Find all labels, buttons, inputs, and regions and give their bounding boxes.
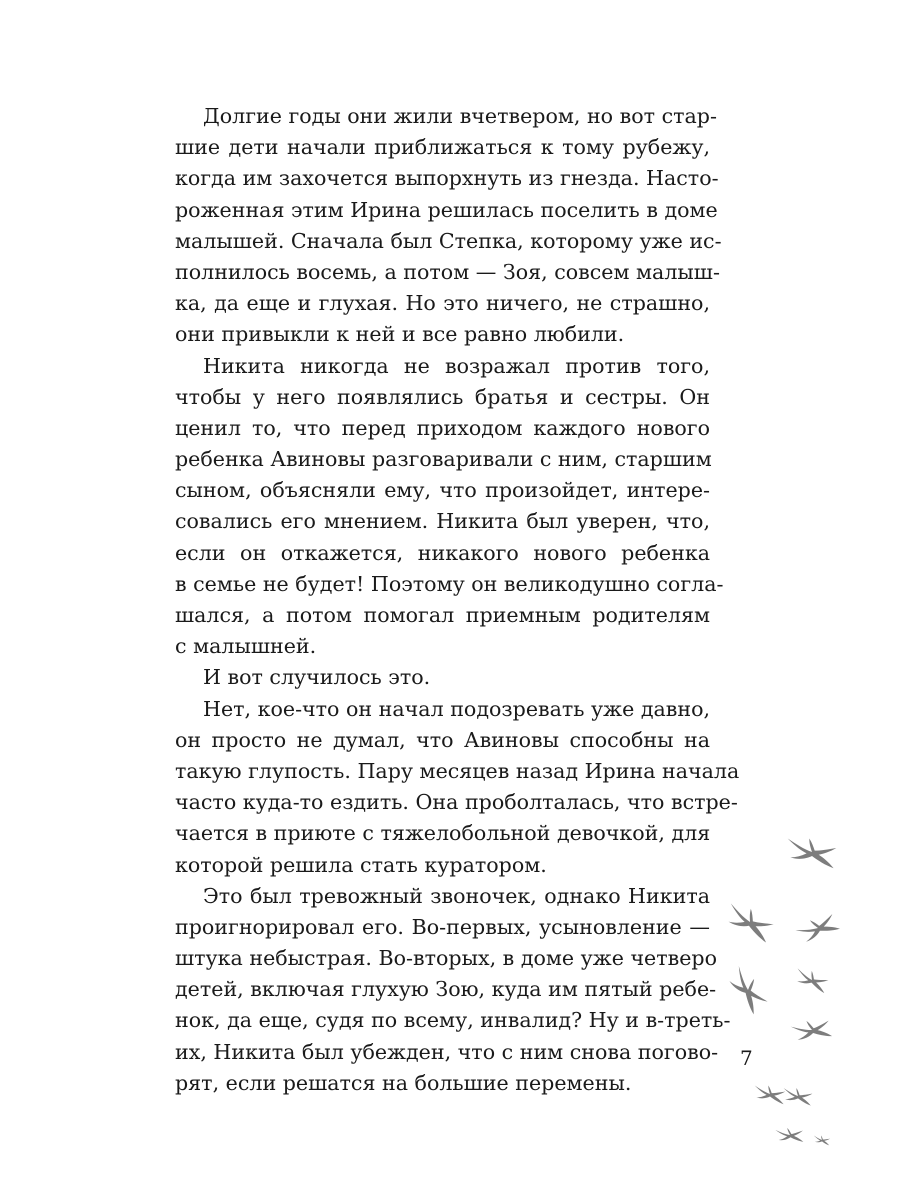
- text-line: он просто не думал, что Авиновы способны на: [175, 727, 710, 752]
- text-line: детей, включая глухую Зою, куда им пятый ребе-: [175, 977, 717, 1002]
- bird-icon: [794, 968, 829, 993]
- text-line: если он откажется, никакого нового ребенка: [175, 540, 710, 565]
- text-line: роженная этим Ирина решилась поселить в доме: [175, 197, 718, 222]
- bird-icon: [788, 839, 837, 869]
- text-line: штука небыстрая. Во-вторых, в доме уже четверо: [175, 946, 718, 971]
- paragraph: [175, 101, 722, 351]
- text-line: ка, да еще и глухая. Но это ничего, не страшно,: [175, 291, 710, 316]
- text-line: шался, а потом помогал приемным родителям: [175, 603, 710, 627]
- bird-icon: [755, 1086, 786, 1105]
- text-line: часто куда-то ездить. Она проболталась, что встре-: [175, 790, 738, 815]
- text-line: Нет, кое-что он начал подозревать уже давно,: [203, 696, 711, 721]
- text-line: рят, если решатся на большие перемены.: [175, 1070, 632, 1095]
- text-line: Это был тревожный звоночек, однако Никита: [203, 883, 710, 908]
- text-line: Никита никогда не возражал против того,: [203, 353, 710, 378]
- bird-icon: [795, 908, 841, 951]
- text-line: которой решила стать куратором.: [175, 852, 547, 877]
- text-line: они привыкли к ней и все равно любили.: [175, 322, 625, 347]
- text-line: шие дети начали приближаться к тому рубежу,: [175, 135, 710, 160]
- text-line: чается в приюте с тяжелобольной девочкой, для: [175, 821, 711, 846]
- paragraph: [175, 881, 731, 1099]
- page-number: 7: [740, 1046, 753, 1070]
- text-line: в семье не будет! Поэтому он великодушно согла-: [175, 571, 724, 596]
- paragraph: [175, 662, 710, 693]
- bird-icon: [784, 1088, 813, 1106]
- text-line: нок, да еще, судя по всему, инвалид? Ну и в-треть-: [175, 1008, 731, 1033]
- bird-icon: [775, 1125, 804, 1146]
- text-line: чтобы у него появлялись братья и сестры. Он: [175, 384, 710, 409]
- text-line: с малышней.: [175, 634, 317, 659]
- text-line: такую глупость. Пару месяцев назад Ирина начала: [175, 758, 740, 783]
- text-line: сыном, объясняли ему, что произойдет, интере-: [175, 478, 710, 503]
- text-line: когда им захочется выпорхнуть из гнезда. Насто-: [175, 166, 719, 191]
- body-text: [175, 101, 740, 1099]
- text-line: ребенка Авиновы разговаривали с ним, старшим: [175, 447, 712, 472]
- bird-icon: [721, 966, 773, 1016]
- bird-icon: [723, 903, 776, 943]
- text-line: ценил то, что перед приходом каждого нового: [175, 415, 710, 440]
- text-line: проигнорировал его. Во-первых, усыновление —: [175, 914, 710, 939]
- text-line: И вот случилось это.: [203, 665, 431, 690]
- paragraph: [175, 694, 740, 881]
- flying-birds-illustration: [720, 830, 880, 1160]
- text-line: их, Никита был убежден, что с ним снова погово-: [175, 1039, 719, 1064]
- text-line: совались его мнением. Никита был уверен, что,: [175, 509, 710, 534]
- paragraph: [175, 351, 724, 663]
- bird-icon: [814, 1136, 830, 1146]
- bird-icon: [791, 1014, 834, 1049]
- text-line: Долгие годы они жили вчетвером, но вот стар-: [203, 104, 717, 128]
- text-line: малышей. Сначала был Степка, которому уже ис-: [175, 228, 722, 253]
- text-line: полнилось восемь, а потом — Зоя, совсем малыш-: [175, 259, 720, 284]
